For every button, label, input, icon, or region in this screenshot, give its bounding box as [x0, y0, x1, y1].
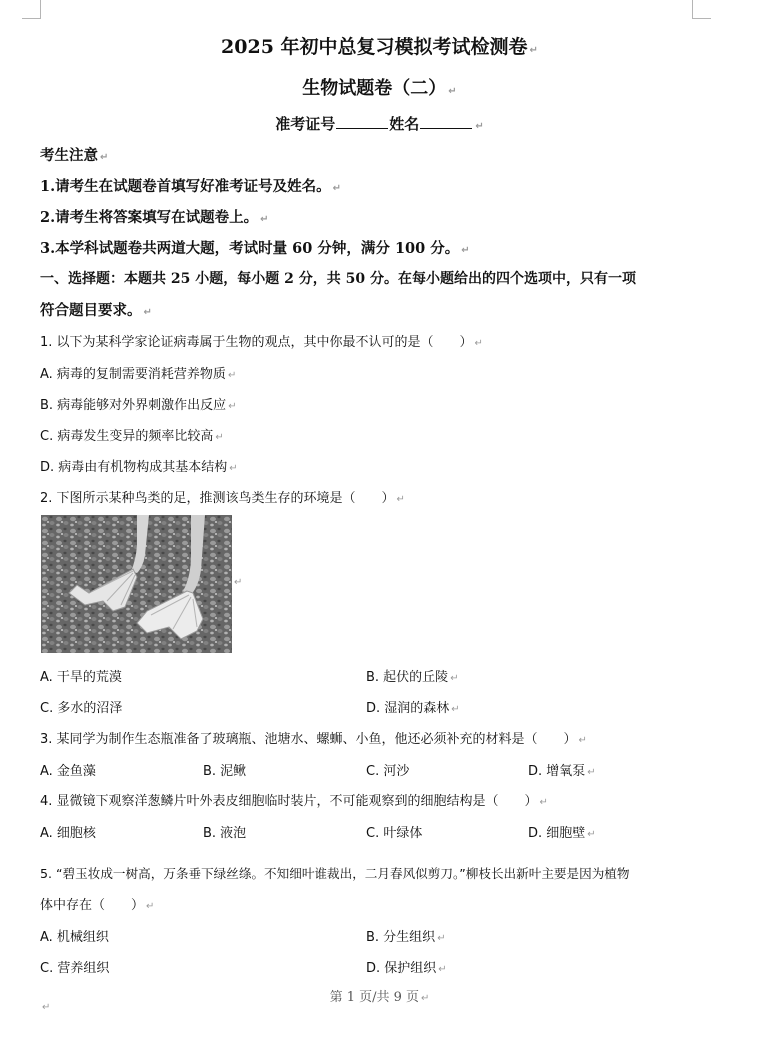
- bird-webbed-feet-photo: [41, 515, 232, 653]
- exam-number-label: 准考证号: [275, 115, 336, 133]
- question-stem: 1. 以下为某科学家论证病毒属于生物的观点，其中你最不认可的是（ ） ↵: [40, 335, 483, 350]
- option-d: D. 细胞壁 ↵: [528, 826, 596, 841]
- paragraph-mark-icon: ↵: [260, 214, 269, 225]
- paragraph-mark-icon: ↵: [461, 245, 470, 256]
- paragraph-mark-icon: ↵: [227, 370, 237, 381]
- paragraph-mark-icon: ↵: [450, 673, 459, 684]
- option-a: A. 细胞核: [40, 826, 96, 841]
- option-d: D. 湿润的森林 ↵: [366, 701, 460, 716]
- option-b: B. 病毒能够对外界刺激作出反应 ↵: [40, 398, 237, 413]
- crop-mark-top-right: [692, 0, 711, 19]
- paragraph-mark-icon: ↵: [587, 829, 596, 840]
- paragraph-mark-icon: ↵: [146, 901, 155, 912]
- section-heading-cont: 符合题目要求。 ↵: [40, 302, 152, 319]
- section-heading: 一、选择题：本题共 25 小题，每小题 2 分，共 50 分。在每小题给出的四个选项中，只有一项: [40, 271, 636, 287]
- notice-item: 1.请考生在试题卷首填写好准考证号及姓名。 ↵: [40, 178, 342, 195]
- paragraph-mark-icon: ↵: [451, 704, 460, 715]
- paragraph-mark-icon: ↵: [229, 463, 238, 474]
- paragraph-mark-icon: ↵: [332, 183, 342, 194]
- exam-number-blank[interactable]: [336, 114, 388, 129]
- option-b: B. 液泡: [203, 826, 247, 841]
- option-a: A. 机械组织: [40, 930, 109, 945]
- option-d: D. 保护组织 ↵: [366, 961, 447, 976]
- question-stem: 5. “碧玉妆成一树高，万条垂下绿丝绦。不知细叶谁裁出，二月春风似剪刀。”柳枝长出新叶主要是因为植物: [40, 866, 630, 881]
- question-stem-cont: 体中存在（ ） ↵: [40, 898, 155, 913]
- question-stem: 2. 下图所示某种鸟类的足，推测该鸟类生存的环境是（ ） ↵: [40, 491, 405, 506]
- option-a: A. 金鱼藻: [40, 764, 96, 779]
- option-d: D. 病毒由有机物构成其基本结构 ↵: [40, 460, 238, 475]
- question-stem: 4. 显微镜下观察洋葱鳞片叶外表皮细胞临时装片，不可能观察到的细胞结构是（ ） ↵: [40, 794, 548, 809]
- paragraph-mark-icon: ↵: [421, 993, 430, 1004]
- option-c: C. 叶绿体: [366, 826, 423, 841]
- paragraph-mark-icon: ↵: [475, 121, 484, 132]
- paragraph-mark-icon: ↵: [438, 964, 447, 975]
- option-c: C. 多水的沼泽: [40, 701, 123, 716]
- paragraph-mark-icon: ↵: [215, 432, 224, 443]
- notice-item: 3.本学科试题卷共两道大题，考试时量 60 分钟，满分 100 分。 ↵: [40, 240, 470, 257]
- option-c: C. 营养组织: [40, 961, 110, 976]
- paragraph-mark-icon: ↵: [578, 735, 587, 746]
- paragraph-mark-icon: ↵: [529, 45, 538, 56]
- option-b: B. 泥鳅: [203, 764, 247, 779]
- name-label: 姓名: [389, 115, 420, 133]
- paragraph-mark-icon: ↵: [100, 152, 109, 163]
- paragraph-mark-icon: ↵: [437, 933, 446, 944]
- paragraph-mark-icon: ↵: [396, 494, 405, 505]
- paragraph-mark-icon: ↵: [448, 86, 457, 97]
- paragraph-mark-icon: ↵: [143, 307, 152, 318]
- option-b: B. 起伏的丘陵 ↵: [366, 670, 459, 685]
- option-b: B. 分生组织 ↵: [366, 930, 446, 945]
- name-blank[interactable]: [420, 114, 472, 129]
- notice-item: 2.请考生将答案填写在试题卷上。 ↵: [40, 209, 269, 226]
- option-c: C. 病毒发生变异的频率比较高 ↵: [40, 429, 224, 444]
- paragraph-mark-icon: ↵: [228, 401, 237, 412]
- paragraph-mark-icon: ↵: [539, 797, 548, 808]
- question-stem: 3. 某同学为制作生态瓶准备了玻璃瓶、池塘水、螺蛳、小鱼，他还必须补充的材料是（ ） ↵: [40, 732, 587, 747]
- option-c: C. 河沙: [366, 764, 410, 779]
- paragraph-mark-icon: ↵: [587, 767, 596, 778]
- paragraph-mark-icon: ↵: [474, 338, 483, 349]
- option-a: A. 干旱的荒漠: [40, 670, 122, 685]
- option-a: A. 病毒的复制需要消耗营养物质 ↵: [40, 367, 237, 382]
- option-d: D. 增氧泵 ↵: [528, 764, 596, 779]
- notice-heading: 考生注意 ↵: [40, 147, 109, 164]
- candidate-info-line: [0, 113, 759, 134]
- paragraph-mark-icon: ↵: [234, 577, 243, 588]
- paper-subtitle: 生物试题卷（二） ↵: [302, 78, 457, 99]
- exam-title: 2025 年初中总复习模拟考试检测卷 ↵: [221, 36, 538, 58]
- page-footer: 第 1 页/共 9 页 ↵: [329, 990, 430, 1005]
- paragraph-mark-icon: ↵: [42, 1002, 51, 1013]
- crop-mark-top-left: [22, 0, 41, 19]
